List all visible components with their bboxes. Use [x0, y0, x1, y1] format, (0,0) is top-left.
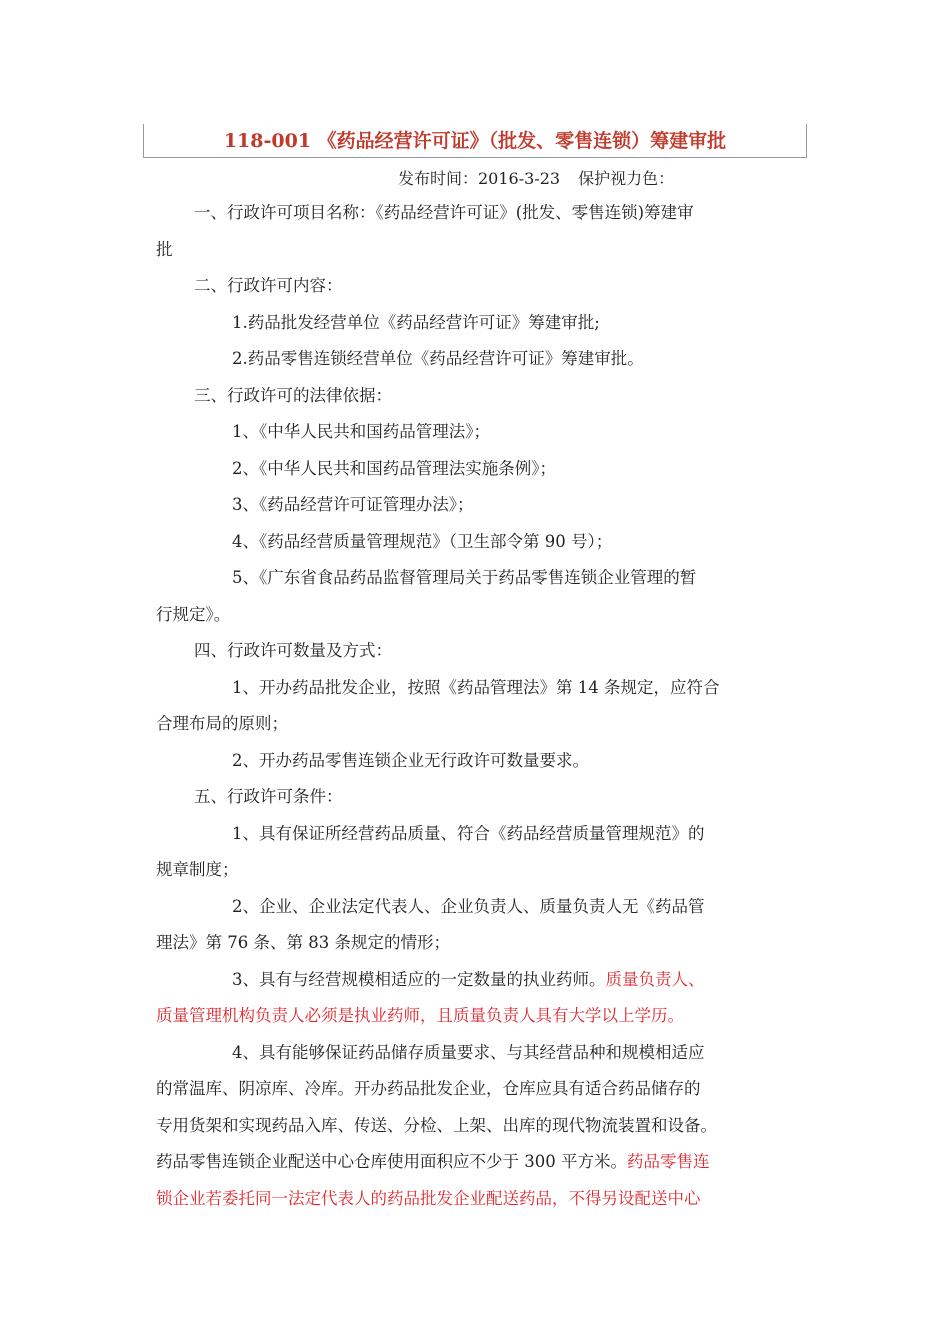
paragraph-text: 五、行政许可条件： — [194, 787, 343, 806]
paragraph-text: 一、行政许可项目名称：《药品经营许可证》(批发、零售连锁)筹建审 — [194, 203, 694, 222]
paragraph — [156, 378, 816, 415]
paragraph-text: 合理布局的原则； — [156, 714, 288, 733]
paragraph — [156, 341, 816, 378]
paragraph-text: 2、《中华人民共和国药品管理法实施条例》； — [232, 458, 556, 478]
paragraph — [156, 816, 816, 853]
paragraph-text: 1.药品批发经营单位《药品经营许可证》筹建审批; — [232, 312, 600, 332]
paragraph-text: 2、开办药品零售连锁企业无行政许可数量要求。 — [232, 750, 589, 770]
paragraph-text: 三、行政许可的法律依据： — [194, 385, 392, 405]
document-body — [156, 195, 816, 1217]
paragraph — [156, 1181, 816, 1218]
paragraph — [156, 706, 816, 743]
paragraph — [156, 852, 816, 889]
paragraph — [156, 962, 816, 999]
meta-line — [398, 166, 674, 189]
paragraph — [156, 925, 816, 962]
paragraph-text: 行规定》。 — [156, 604, 231, 624]
paragraph-text: 专用货架和实现药品入库、传送、分检、上架、出库的现代物流装置和设备。 — [156, 1115, 717, 1135]
paragraph — [156, 560, 816, 597]
paragraph-text: 规章制度； — [156, 860, 239, 879]
paragraph — [156, 305, 816, 342]
highlighted-text: 质量管理机构负责人必须是执业药师，且质量负责人具有大学以上学历。 — [156, 1006, 684, 1025]
paragraph-text: 5、《广东省食品药品监督管理局关于药品零售连锁企业管理的暂 — [232, 568, 697, 587]
paragraph — [156, 1108, 816, 1145]
paragraph-text: 4、《药品经营质量管理规范》（卫生部令第 90 号）； — [232, 531, 613, 551]
paragraph-text: 四、行政许可数量及方式： — [194, 641, 392, 660]
highlighted-text: 质量负责人、 — [605, 969, 705, 989]
paragraph — [156, 268, 816, 305]
paragraph — [156, 1035, 816, 1072]
paragraph — [156, 451, 816, 488]
paragraph-text: 2、企业、企业法定代表人、企业负责人、质量负责人无《药品管 — [232, 896, 705, 916]
paragraph-text: 药品零售连锁企业配送中心仓库使用面积应不少于 300 平方米。 — [156, 1152, 627, 1171]
paragraph-text: 二、行政许可内容： — [194, 276, 343, 295]
paragraph-text: 3、《药品经营许可证管理办法》； — [232, 495, 474, 514]
paragraph — [156, 1071, 816, 1108]
paragraph — [156, 670, 816, 707]
paragraph — [156, 743, 816, 780]
paragraph-text: 2.药品零售连锁经营单位《药品经营许可证》筹建审批。 — [232, 349, 644, 368]
eye-protection-color-link[interactable]: 保护视力色： — [578, 169, 675, 188]
paragraph — [156, 232, 816, 269]
paragraph — [156, 597, 816, 634]
page-title: 118-001 《药品经营许可证》（批发、零售连锁）筹建审批 — [223, 130, 727, 152]
paragraph-text: 1、具有保证所经营药品质量、符合《药品经营质量管理规范》的 — [232, 823, 705, 843]
paragraph — [156, 998, 816, 1035]
paragraph-text: 3、具有与经营规模相适应的一定数量的执业药师。 — [232, 969, 606, 989]
highlighted-text: 锁企业若委托同一法定代表人的药品批发企业配送药品，不得另设配送中心 — [156, 1188, 701, 1208]
publish-date: 发布时间：2016-3-23 — [398, 169, 561, 188]
paragraph — [156, 195, 816, 232]
paragraph-text: 批 — [156, 239, 173, 259]
paragraph — [156, 889, 816, 926]
title-box — [143, 124, 807, 158]
paragraph-text: 1、开办药品批发企业，按照《药品管理法》第 14 条规定，应符合 — [232, 677, 720, 697]
paragraph-text: 1、《中华人民共和国药品管理法》； — [232, 422, 490, 441]
paragraph — [156, 633, 816, 670]
paragraph — [156, 414, 816, 451]
paragraph-text: 理法》第 76 条、第 83 条规定的情形； — [156, 933, 450, 952]
highlighted-text: 药品零售连 — [626, 1152, 710, 1171]
paragraph — [156, 487, 816, 524]
paragraph-text: 的常温库、阴凉库、冷库。开办药品批发企业，仓库应具有适合药品储存的 — [156, 1079, 701, 1098]
paragraph-text: 4、具有能够保证药品储存质量要求、与其经营品种和规模相适应 — [232, 1042, 705, 1062]
paragraph — [156, 779, 816, 816]
paragraph — [156, 1144, 816, 1181]
paragraph — [156, 524, 816, 561]
